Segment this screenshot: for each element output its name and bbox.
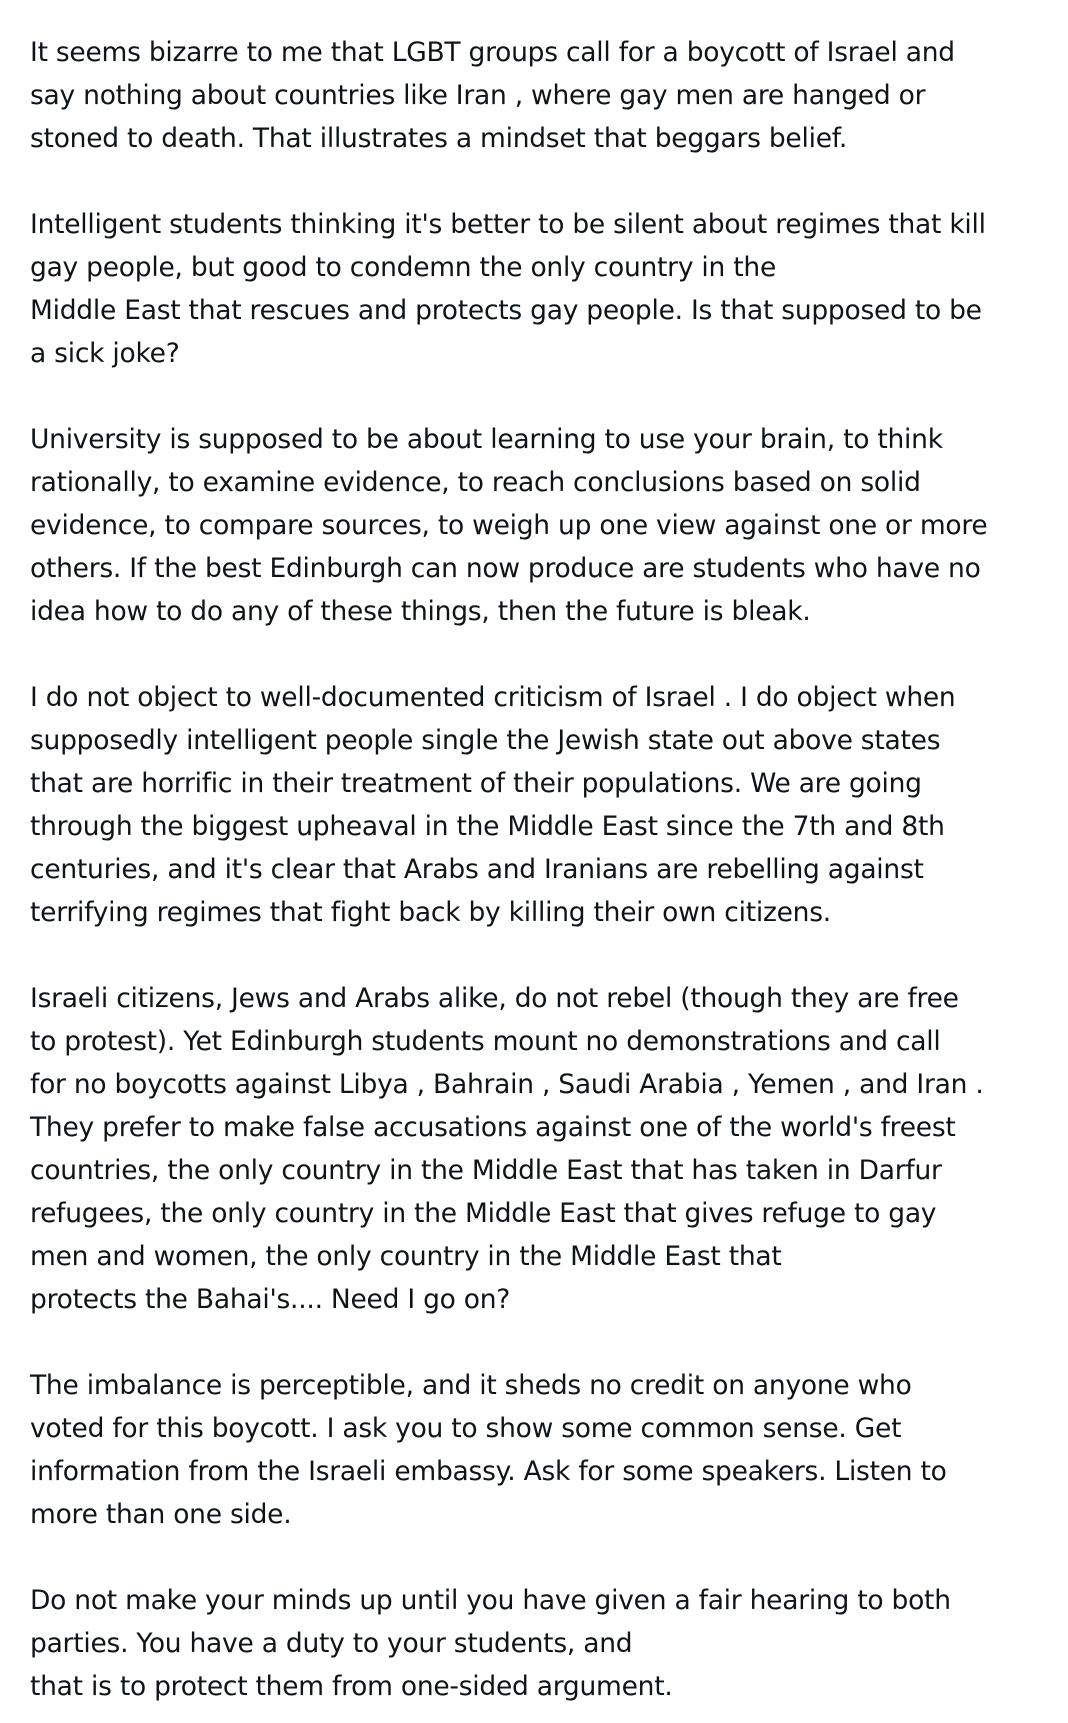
text-line: to protest). Yet Edinburgh students mount no demonstrations and call [30,1026,941,1057]
text-line: idea how to do any of these things, then the future is bleak. [30,596,811,627]
text-line: that is to protect them from one-sided argument. [30,1671,673,1702]
text-line: a sick joke? [30,338,180,369]
text-line: that are horrific in their treatment of their populations. We are going [30,768,922,799]
text-line: centuries, and it's clear that Arabs and Iranians are rebelling against [30,854,924,885]
text-line: through the biggest upheaval in the Middle East since the 7th and 8th [30,811,945,842]
text-line: stoned to death. That illustrates a mindset that beggars belief. [30,123,848,154]
text-line: I do not object to well-documented criticism of Israel . I do object when [30,682,956,713]
paragraph-5 [30,977,1050,1321]
text-line: say nothing about countries like Iran , where gay men are hanged or [30,80,926,111]
text-line: parties. You have a duty to your students, and [30,1628,633,1659]
text-line: Do not make your minds up until you have given a fair hearing to both [30,1585,951,1616]
text-line: for no boycotts against Libya , Bahrain , Saudi Arabia , Yemen , and Iran . [30,1069,984,1100]
text-line: supposedly intelligent people single the Jewish state out above states [30,725,941,756]
paragraph-1 [30,31,1050,160]
text-line: protects the Bahai's.... Need I go on? [30,1284,511,1315]
text-line: rationally, to examine evidence, to reach conclusions based on solid [30,467,921,498]
text-line: Intelligent students thinking it's better to be silent about regimes that kill [30,209,986,240]
text-line: information from the Israeli embassy. Ask for some speakers. Listen to [30,1456,947,1487]
text-line: others. If the best Edinburgh can now produce are students who have no [30,553,981,584]
text-line: men and women, the only country in the Middle East that [30,1241,782,1272]
paragraph-2 [30,203,1050,375]
post-text-body [30,31,1050,1708]
paragraph-4 [30,676,1050,934]
text-line: Middle East that rescues and protects gay people. Is that supposed to be [30,295,982,326]
text-line: They prefer to make false accusations against one of the world's freest [30,1112,956,1143]
text-line: gay people, but good to condemn the only country in the [30,252,777,283]
text-line: It seems bizarre to me that LGBT groups call for a boycott of Israel and [30,37,955,68]
paragraph-7 [30,1579,1050,1708]
text-line: more than one side. [30,1499,292,1530]
text-line: Israeli citizens, Jews and Arabs alike, do not rebel (though they are free [30,983,959,1014]
text-line: voted for this boycott. I ask you to show some common sense. Get [30,1413,902,1444]
paragraph-3 [30,418,1050,633]
text-line: evidence, to compare sources, to weigh up one view against one or more [30,510,988,541]
text-line: terrifying regimes that fight back by killing their own citizens. [30,897,831,928]
text-line: refugees, the only country in the Middle East that gives refuge to gay [30,1198,937,1229]
text-line: University is supposed to be about learning to use your brain, to think [30,424,943,455]
text-line: The imbalance is perceptible, and it sheds no credit on anyone who [30,1370,912,1401]
paragraph-6 [30,1364,1050,1536]
text-line: countries, the only country in the Middle East that has taken in Darfur [30,1155,942,1186]
